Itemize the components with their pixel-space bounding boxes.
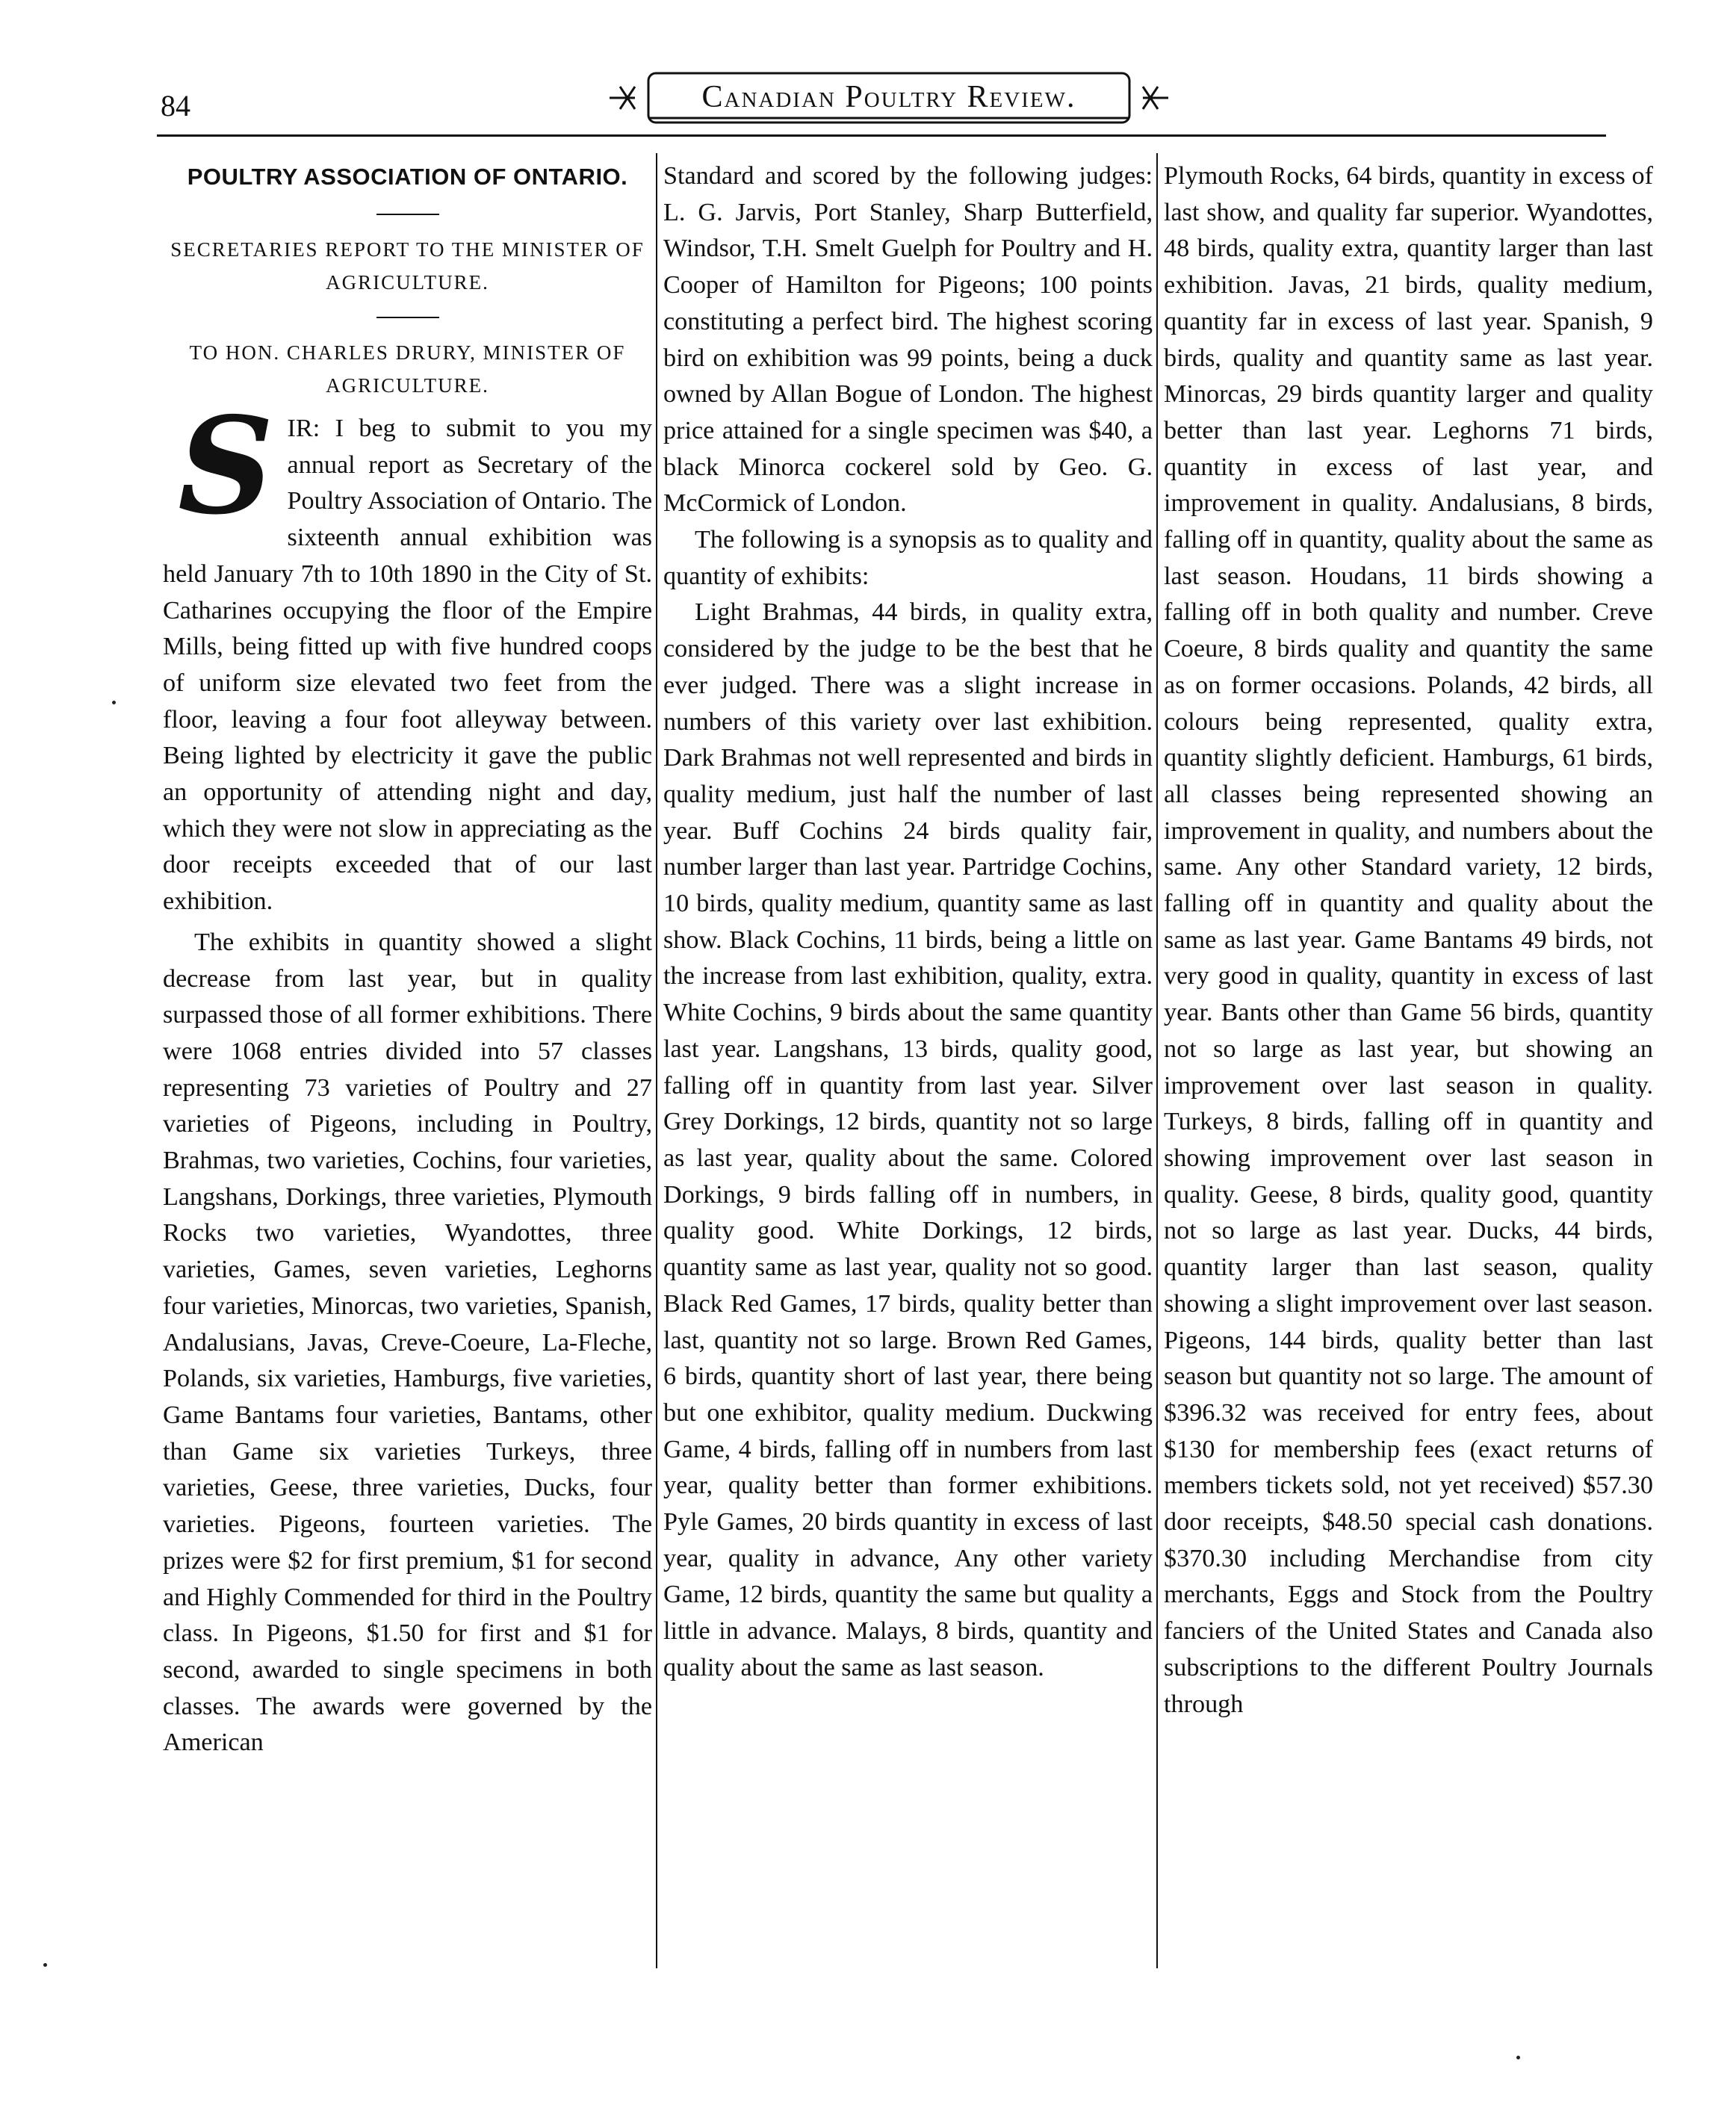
column-3 <box>1164 158 1653 1723</box>
masthead <box>605 69 1173 127</box>
column-1 <box>163 158 652 1761</box>
masthead-title: Canadian Poultry Review. <box>701 80 1076 114</box>
synopsis-intro-paragraph: The following is a synopsis as to quality and quantity of exhibits: <box>663 526 1153 590</box>
title-divider <box>376 214 439 215</box>
print-speck <box>1516 2056 1520 2059</box>
letter-opening-paragraph <box>163 388 652 920</box>
drop-cap: S <box>178 388 274 544</box>
synopsis-continued-paragraph: Plymouth Rocks, 64 birds, quantity in excess of last show, and quality far superior. Wyandottes, 48 birds, quality extra, quantity larger than last exhibition. Javas, 21 birds, quality medium, quantity far in excess of last year. Spanish, 9 birds, quality and quantity same as last year. Minorcas, 29 birds quantity larger and quality better than last year. Leghorns 71 birds, quantity in excess of last year, and improvement in quality. Andalusians, 8 birds, falling off in quantity, quality about the same as last season. Houdans, 11 birds showing a falling off in both quality and number. Creve Coeure, 8 birds quality and quantity the same as on former occasions. Polands, 42 birds, all colours being represented, quality extra, quantity slightly deficient. Hamburgs, 61 birds, all classes being represented showing an improvement in quality, and numbers about the same. Any other Standard variety, 12 birds, falling off in quantity and quality about the same as last year. Game Bantams 49 birds, not very good in quality, quantity in excess of last year. Bants other than Game 56 birds, quantity not so large as last year, but showing an improvement over last season in quality. Turkeys, 8 birds, falling off in quantity and showing improvement over last season in quality. Geese, 8 birds, quality good, quantity not so large as last year. Ducks, 44 birds, quantity larger than last season, quality showing a slight improvement over last season. Pigeons, 144 birds, quality better than last season but quantity not so large. The amount of $396.32 was received for entry fees, about $130 for membership fees (exact returns of members tickets sold, not yet received) $57.30 door receipts, $48.50 special cash donations. $370.30 including Merchandise from city merchants, Eggs and Stock from the Poultry fanciers of the United States and Canada also subscriptions to the different Poultry Journals through <box>1164 162 1653 1718</box>
print-speck <box>43 1963 47 1967</box>
column-divider <box>656 153 657 1968</box>
letter-opening-text: IR: I beg to submit to you my annual report as Secretary of the Poultry Association of Ontario. The sixteenth annual exhibition was held January 7th to 10th 1890 in the City of St. Catharines occupying the floor of the Empire Mills, being fitted up with five hundred coops of uniform size elevated two feet from the floor, leaving a four foot alleyway between. Being lighted by electricity it gave the public an opportunity of attending night and day, which they were not slow in appreciating as the door receipts exceeded that of our last exhibition. <box>163 415 652 916</box>
page-number: 84 <box>161 89 190 123</box>
article-subtitle: SECRETARIES REPORT TO THE MINISTER OF AGRICULTURE. <box>170 238 645 294</box>
subtitle-divider <box>376 317 439 318</box>
synopsis-paragraph: Light Brahmas, 44 birds, in quality extra, considered by the judge to be the best that he ever judged. There was a slight increase in numbers of this variety over last exhibition. Dark Brahmas not well represented and birds in quality medium, just half the number of last year. Buff Cochins 24 birds quality fair, number larger than last year. Partridge Cochins, 10 birds, quality medium, quantity same as last show. Black Cochins, 11 birds, being a little on the increase from last exhibition, quality, extra. White Cochins, 9 birds about the same quantity last year. Langshans, 13 birds, quality good, falling off in quantity from last year. Silver Grey Dorkings, 12 birds, quantity not so large as last year, quality about the same. Colored Dorkings, 9 birds falling off in numbers, in quality good. White Dorkings, 12 birds, quantity same as last year, quality not so good. Black Red Games, 17 birds, quality better than last, quantity not so large. Brown Red Games, 6 birds, quantity short of last year, there being but one exhibitor, quality medium. Duckwing Game, 4 birds, falling off in numbers from last year, quality better than former exhibitions. Pyle Games, 20 birds quantity in excess of last year, quality in advance, Any other variety Game, 12 birds, quantity the same but quality a little in advance. Malays, 8 birds, quantity and quality about the same as last season. <box>663 598 1153 1681</box>
exhibits-paragraph: The exhibits in quantity showed a slight decrease from last year, but in quality surpassed those of all former exhibitions. There were 1068 entries divided into 57 classes representing 73 varieties of Poultry and 27 varieties of Pigeons, including in Poultry, Brahmas, two varieties, Cochins, four varieties, Langshans, Dorkings, three varieties, Plymouth Rocks two varieties, Wyandottes, three varieties, Games, seven varieties, Leghorns four varieties, Minorcas, two varieties, Spanish, Andalusians, Javas, Creve-Coeure, La-Fleche, Polands, six varieties, Hamburgs, five varieties, Game Bantams four varieties, Bantams, other than Game six varieties Turkeys, three varieties, Geese, three varieties, Ducks, four varieties. Pigeons, fourteen varieties. The prizes were $2 for first premium, $1 for second and Highly Commended for third in the Poultry class. In Pigeons, $1.50 for first and $1 for second, awarded to single specimens in both classes. The awards were governed by the American <box>163 928 652 1757</box>
column-2 <box>663 158 1153 1687</box>
header-rule <box>157 134 1606 137</box>
article-title: POULTRY ASSOCIATION OF ONTARIO. <box>187 164 628 190</box>
print-speck <box>112 701 116 704</box>
judges-paragraph: Standard and scored by the following judges: L. G. Jarvis, Port Stanley, Sharp Butterfield, Windsor, T.H. Smelt Guelph for Poultry and H. Cooper of Hamilton for Pigeons; 100 points constituting a perfect bird. The highest scoring bird on exhibition was 99 points, being a duck owned by Allan Bogue of London. The highest price attained for a single specimen was $40, a black Minorca cockerel sold by Geo. G. McCormick of London. <box>663 162 1153 518</box>
article-addressee: TO HON. CHARLES DRURY, MINISTER OF AGRICULTURE. <box>189 341 626 397</box>
column-divider <box>1156 153 1158 1968</box>
